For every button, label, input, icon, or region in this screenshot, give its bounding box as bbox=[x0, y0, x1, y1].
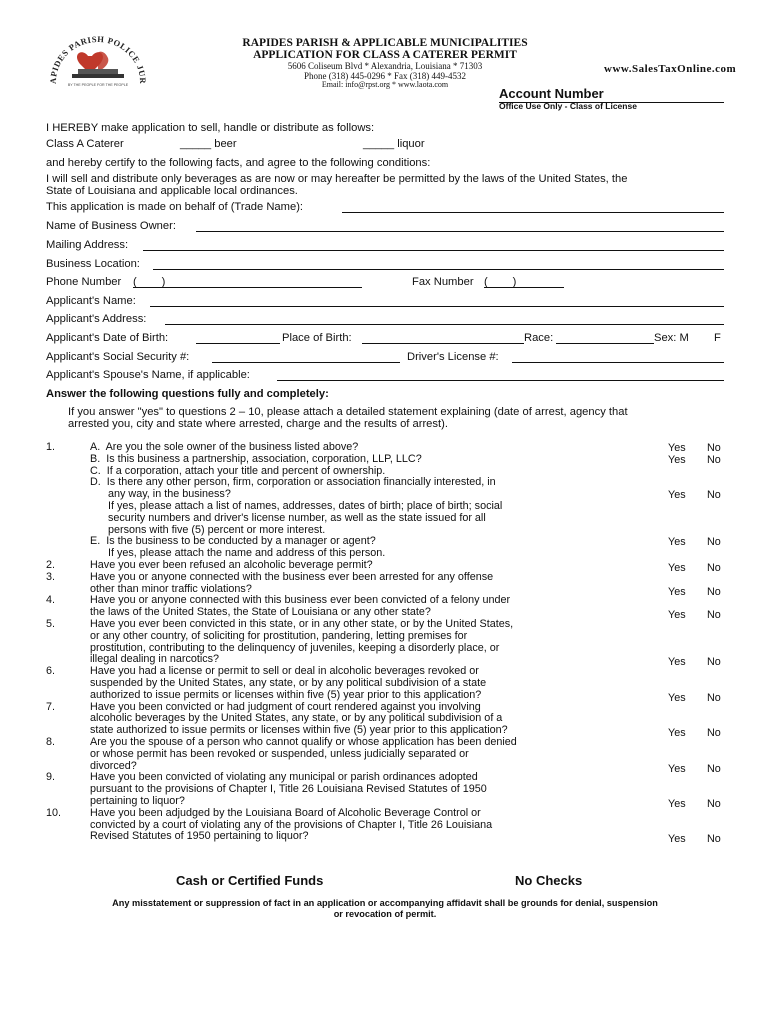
question-line: C. If a corporation, attach your title and percent of ownership. bbox=[90, 464, 386, 477]
answer-yes[interactable]: Yes bbox=[668, 656, 686, 669]
applicant-address-field[interactable] bbox=[165, 313, 724, 325]
applicant-name-field[interactable] bbox=[150, 295, 724, 307]
answer-yes[interactable]: Yes bbox=[668, 762, 686, 775]
question-line: convicted by a court of violating any of the provisions of Chapter I, Title 26 Louisiana bbox=[90, 818, 493, 831]
logo bbox=[48, 36, 148, 96]
answer-no[interactable]: No bbox=[707, 536, 721, 549]
answer-no[interactable]: No bbox=[707, 691, 721, 704]
question-line: divorced? bbox=[90, 759, 137, 772]
question-line: Have you or anyone connected with the business ever been arrested for any offense bbox=[90, 570, 494, 583]
question-line: B. Is this business a partnership, association, corporation, LLP, LLC? bbox=[90, 452, 422, 465]
spouse-field[interactable] bbox=[277, 369, 724, 381]
question-number: 8. bbox=[46, 736, 56, 748]
instructions-line2: arrested you, city and state where arrested, charge and the results of arrest). bbox=[68, 418, 448, 430]
race-field[interactable] bbox=[556, 332, 654, 344]
no-checks: No Checks bbox=[515, 873, 583, 888]
question-number: 3. bbox=[46, 570, 56, 583]
question-line: E. Is the business to be conducted by a manager or agent? bbox=[90, 535, 376, 548]
question-line: suspended by the United States, any state, or by any political subdivision of a state bbox=[90, 677, 487, 689]
fax-field[interactable]: ( ) bbox=[484, 276, 564, 288]
answer-yes[interactable]: Yes bbox=[668, 536, 686, 549]
question-line: prostitution, contributing to the delinquency of juveniles, keeping a disorderly place, or bbox=[90, 641, 500, 654]
applicant-name-label: Applicant's Name: bbox=[46, 295, 136, 307]
ssn-label: Applicant's Social Security #: bbox=[46, 351, 190, 363]
dl-field[interactable] bbox=[512, 351, 724, 363]
question-number: 1. bbox=[46, 441, 56, 453]
answer-no[interactable]: No bbox=[707, 562, 721, 574]
question-line: persons with five (5) percent or more interest. bbox=[90, 523, 326, 536]
agree-text-1: I will sell and distribute only beverages as are now or may hereafter be permitted by the laws of the United States, the bbox=[46, 173, 628, 185]
class-a-caterer: Class A Caterer bbox=[46, 138, 124, 150]
dl-label: Driver's License #: bbox=[407, 351, 499, 363]
question-line: illegal dealing in narcotics? bbox=[90, 653, 220, 666]
certify-text: and hereby certify to the following facts, and agree to the following conditions: bbox=[46, 157, 431, 169]
pob-field[interactable] bbox=[362, 332, 524, 344]
warning-line2: or revocation of permit. bbox=[333, 909, 437, 919]
location-field[interactable] bbox=[153, 258, 724, 270]
mailing-field[interactable] bbox=[143, 239, 724, 251]
sex-label[interactable]: Sex: M bbox=[654, 332, 689, 344]
question-line: security numbers and driver's license number, as well as the state issued for all bbox=[90, 511, 486, 524]
dob-label: Applicant's Date of Birth: bbox=[46, 332, 169, 344]
phone-label: Phone Number bbox=[46, 276, 122, 288]
question-number: 9. bbox=[46, 771, 56, 784]
answer-no[interactable]: No bbox=[707, 727, 721, 740]
answer-no[interactable]: No bbox=[707, 489, 721, 502]
question-line: alcoholic beverages by the United States, any state, or by any political subdivision of a bbox=[90, 712, 503, 725]
trade-name-label: This application is made on behalf of (Trade Name): bbox=[46, 201, 304, 213]
logo-sub-text: BY THE PEOPLE FOR THE PEOPLE bbox=[67, 83, 129, 87]
answer-yes[interactable]: Yes bbox=[668, 489, 686, 502]
header-phone: Phone (318) 445-0296 * Fax (318) 449-4532 bbox=[304, 71, 466, 81]
question-line: other than minor traffic violations? bbox=[90, 582, 252, 595]
owner-field[interactable] bbox=[196, 220, 724, 232]
question-line: or any other country, of soliciting for prostitution, pandering, letting premises for bbox=[90, 629, 468, 642]
questions-header: Answer the following questions fully and completely: bbox=[46, 388, 329, 400]
header-line2: APPLICATION FOR CLASS A CATERER PERMIT bbox=[253, 49, 517, 61]
answer-no[interactable]: No bbox=[707, 833, 721, 846]
question-line: Have you been convicted or had judgment of court rendered against you involving bbox=[90, 700, 481, 713]
salestax-url: www.SalesTaxOnline.com bbox=[604, 63, 737, 75]
answer-no[interactable]: No bbox=[707, 656, 721, 669]
ssn-field[interactable] bbox=[212, 351, 400, 363]
question-number: 6. bbox=[46, 665, 56, 678]
answer-no[interactable]: No bbox=[707, 453, 721, 466]
cash-certified: Cash or Certified Funds bbox=[176, 873, 324, 888]
header-email: Email: info@rpst.org * www.laota.com bbox=[321, 80, 449, 89]
question-line: A. Are you the sole owner of the business listed above? bbox=[90, 441, 359, 453]
answer-yes[interactable]: Yes bbox=[668, 833, 686, 846]
fax-label: Fax Number bbox=[412, 276, 474, 288]
answer-no[interactable]: No bbox=[707, 609, 721, 622]
owner-label: Name of Business Owner: bbox=[46, 220, 176, 232]
answer-no[interactable]: No bbox=[707, 798, 721, 810]
question-line: If yes, please attach the name and address of this person. bbox=[90, 547, 386, 560]
question-line: authorized to issue permits or licenses within five (5) year prior to this application? bbox=[90, 688, 482, 701]
answer-yes[interactable]: Yes bbox=[668, 609, 686, 622]
race-label: Race: bbox=[524, 332, 554, 344]
question-line: Have you been convicted of violating any municipal or parish ordinances adopted bbox=[90, 771, 478, 784]
applicant-address-label: Applicant's Address: bbox=[46, 313, 147, 325]
question-line: state authorized to issue permits or licenses within five (5) year prior to this application? bbox=[90, 724, 508, 737]
question-line: pertaining to liquor? bbox=[90, 795, 185, 807]
question-line: any way, in the business? bbox=[90, 488, 231, 501]
answer-no[interactable]: No bbox=[707, 585, 721, 598]
answer-yes[interactable]: Yes bbox=[668, 691, 686, 704]
question-line: the laws of the United States, the State of Louisiana or any other state? bbox=[90, 606, 431, 619]
answer-no[interactable]: No bbox=[707, 762, 721, 775]
question-line: D. Is there any other person, firm, corporation or association financially interested, in bbox=[90, 476, 496, 489]
question-line: Are you the spouse of a person who cannot qualify or whose application has been denied bbox=[90, 736, 517, 748]
question-line: Have you or anyone connected with this business ever been convicted of a felony under bbox=[90, 594, 511, 607]
question-number: 10. bbox=[46, 806, 62, 819]
beer-option[interactable]: _____ beer bbox=[180, 138, 237, 150]
header-line1: RAPIDES PARISH & APPLICABLE MUNICIPALITIES bbox=[242, 37, 528, 49]
warning-line1: Any misstatement or suppression of fact in an application or accompanying affidavit shall be grounds for denial, suspension bbox=[112, 898, 658, 908]
question-number: 4. bbox=[46, 594, 56, 607]
account-number-label: Account Number bbox=[499, 86, 724, 103]
question-line: If yes, please attach a list of names, addresses, dates of birth; place of birth; social bbox=[90, 500, 503, 512]
instructions-line1: If you answer "yes" to questions 2 – 10, please attach a detailed statement explaining (date of arrest, agency that bbox=[68, 406, 628, 418]
pob-label: Place of Birth: bbox=[282, 332, 352, 344]
header-address: 5606 Coliseum Blvd * Alexandria, Louisiana * 71303 bbox=[287, 61, 483, 71]
answer-yes[interactable]: Yes bbox=[668, 798, 686, 810]
question-line: pursuant to the provisions of Chapter I, Title 26 Louisiana Revised Statutes of 1950 bbox=[90, 783, 487, 796]
intro-text: I HEREBY make application to sell, handle or distribute as follows: bbox=[46, 122, 375, 134]
answer-yes[interactable]: Yes bbox=[668, 453, 686, 466]
answer-yes[interactable]: Yes bbox=[668, 585, 686, 598]
question-number: 5. bbox=[46, 618, 56, 630]
office-use-label: Office Use Only - Class of License bbox=[499, 101, 637, 111]
liquor-option[interactable]: _____ liquor bbox=[363, 138, 425, 150]
question-line: Have you ever been refused an alcoholic beverage permit? bbox=[90, 559, 373, 571]
phone-field[interactable]: ( ) bbox=[133, 276, 362, 288]
question-number: 2. bbox=[46, 559, 56, 571]
answer-yes[interactable]: Yes bbox=[668, 442, 686, 454]
dob-field[interactable] bbox=[196, 332, 280, 344]
sex-f-option[interactable]: F bbox=[714, 332, 721, 344]
answer-yes[interactable]: Yes bbox=[668, 727, 686, 740]
trade-name-field[interactable] bbox=[342, 201, 724, 213]
mailing-label: Mailing Address: bbox=[46, 239, 129, 251]
spouse-label: Applicant's Spouse's Name, if applicable: bbox=[46, 369, 250, 381]
question-number: 7. bbox=[46, 700, 56, 713]
question-line: Have you had a license or permit to sell or deal in alcoholic beverages revoked or bbox=[90, 665, 479, 678]
question-line: Have you ever been convicted in this state, or in any other state, or by the United States, bbox=[90, 618, 514, 630]
answer-no[interactable]: No bbox=[707, 442, 721, 454]
location-label: Business Location: bbox=[46, 258, 140, 270]
logo-arc-text: APIDES PARISH POLICE JUR bbox=[48, 36, 148, 85]
question-line: Have you been adjudged by the Louisiana Board of Alcoholic Beverage Control or bbox=[90, 806, 481, 819]
question-line: or whose permit has been revoked or suspended, unless judicially separated or bbox=[90, 747, 469, 760]
agree-text-2: State of Louisiana and applicable local ordinances. bbox=[46, 185, 298, 197]
question-line: Revised Statutes of 1950 pertaining to liquor? bbox=[90, 830, 309, 843]
answer-yes[interactable]: Yes bbox=[668, 562, 686, 574]
